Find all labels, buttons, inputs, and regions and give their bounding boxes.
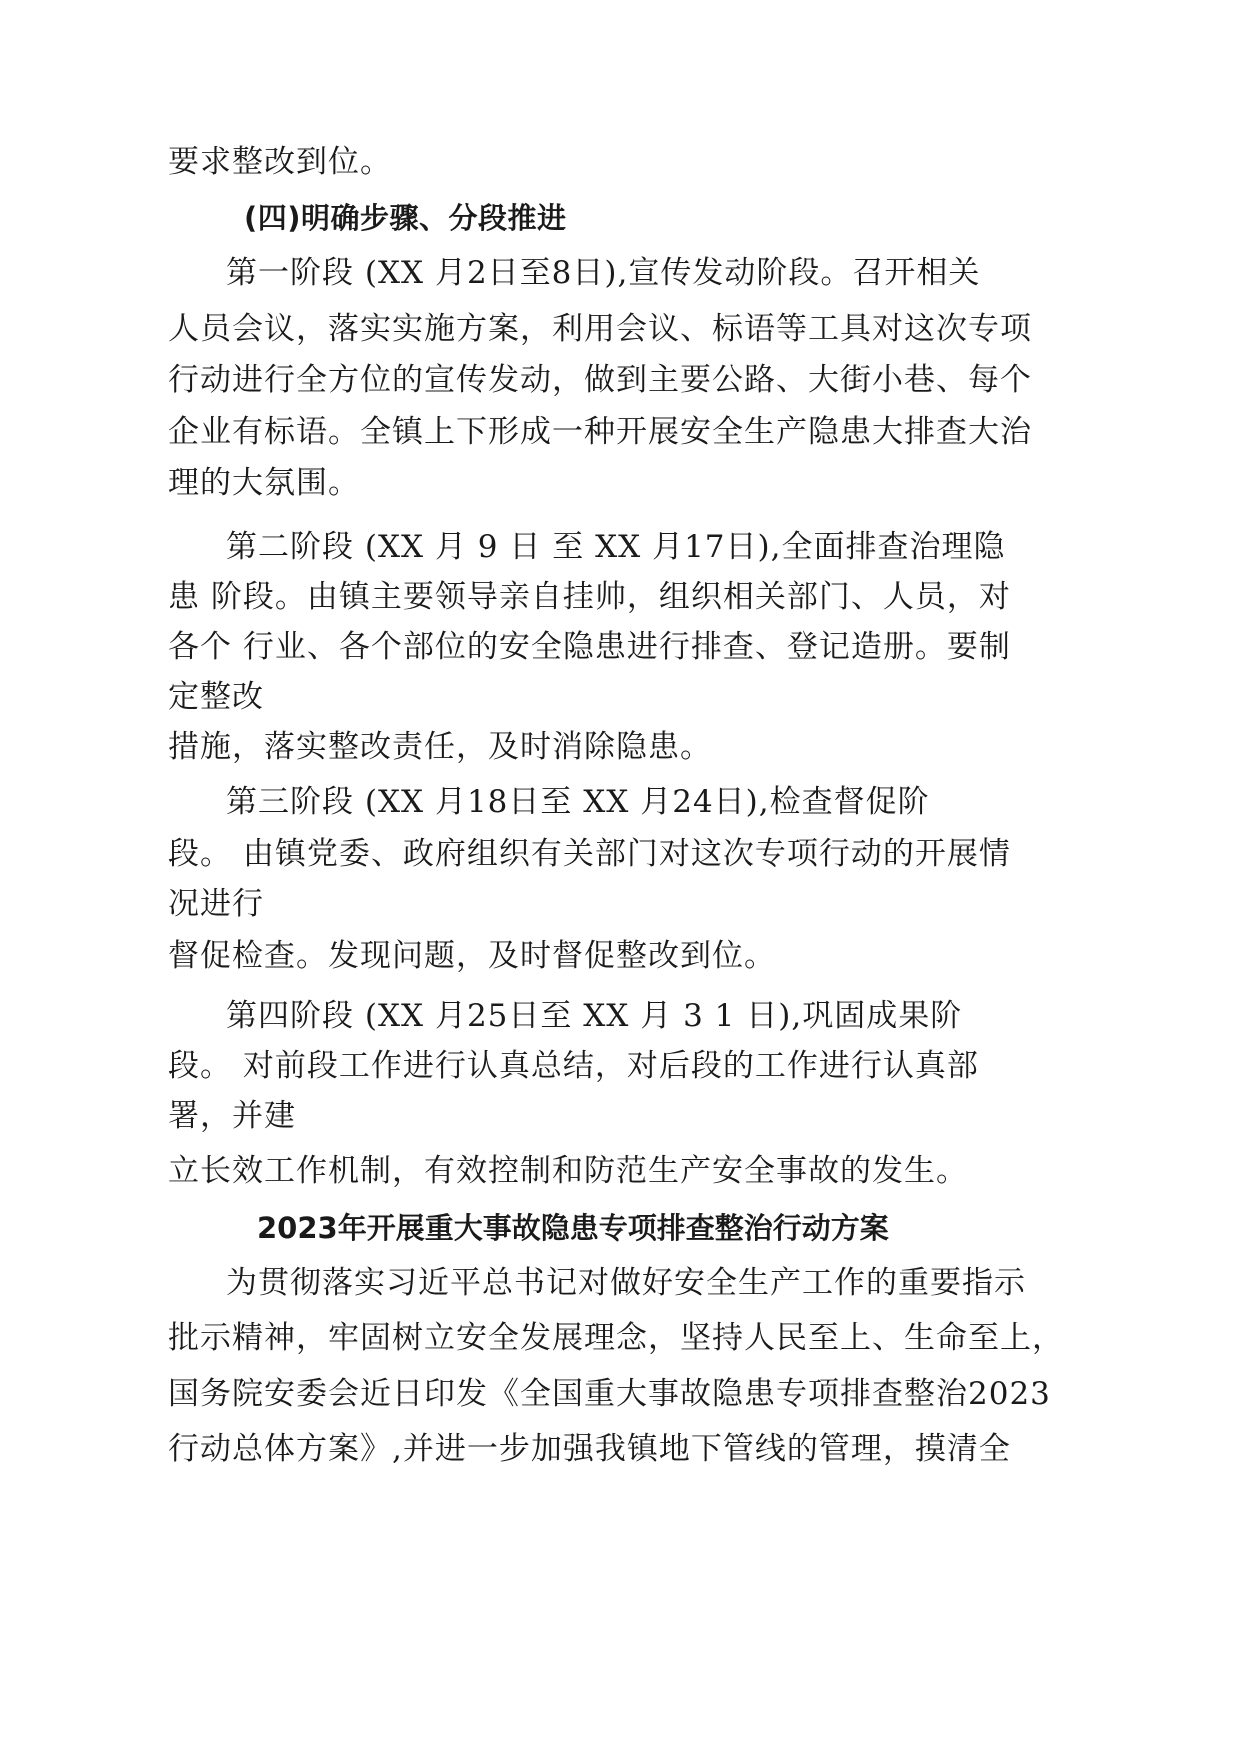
stage2-line: 措施，落实整改责任，及时消除隐患。	[168, 729, 712, 765]
plan-intro-line: 行动总体方案》,并进一步加强我镇地下管线的管理，摸清全	[168, 1431, 1011, 1467]
stage2-line: 各个 行业、各个部位的安全隐患进行排查、登记造册。要制	[168, 629, 1011, 665]
stage1-line: 行动进行全方位的宣传发动，做到主要公路、大街小巷、每个	[168, 362, 1032, 398]
plan-title: 2023年开展重大事故隐患专项排查整治行动方案	[257, 1211, 889, 1245]
stage4-line: 署，并建	[168, 1098, 296, 1134]
plan-intro-line: 为贯彻落实习近平总书记对做好安全生产工作的重要指示	[226, 1265, 1026, 1301]
stage2-line: 患 阶段。由镇主要领导亲自挂帅，组织相关部门、人员，对	[168, 579, 1011, 615]
stage2-line: 定整改	[168, 679, 264, 715]
stage1-line: 人员会议，落实实施方案，利用会议、标语等工具对这次专项	[168, 311, 1032, 347]
paragraph-line: 要求整改到位。	[168, 144, 392, 180]
stage4-line: 立长效工作机制，有效控制和防范生产安全事故的发生。	[168, 1153, 968, 1189]
stage1-line: 第一阶段 (XX 月2日至8日),宣传发动阶段。召开相关	[226, 255, 981, 291]
stage3-line: 督促检查。发现问题，及时督促整改到位。	[168, 938, 776, 974]
plan-intro-line: 国务院安委会近日印发《全国重大事故隐患专项排查整治2023	[168, 1376, 1051, 1412]
stage1-line: 企业有标语。全镇上下形成一种开展安全生产隐患大排查大治	[168, 414, 1032, 450]
stage3-line: 段。 由镇党委、政府组织有关部门对这次专项行动的开展情	[168, 836, 1011, 872]
stage3-line: 第三阶段 (XX 月18日至 XX 月24日),检查督促阶	[226, 784, 930, 820]
stage2-line: 第二阶段 (XX 月 9 日 至 XX 月17日),全面排查治理隐	[226, 529, 1006, 565]
stage4-line: 段。 对前段工作进行认真总结，对后段的工作进行认真部	[168, 1048, 979, 1084]
stage4-line: 第四阶段 (XX 月25日至 XX 月 3 1 日),巩固成果阶	[226, 998, 963, 1034]
stage3-line: 况进行	[168, 886, 264, 922]
stage1-line: 理的大氛围。	[168, 465, 360, 501]
section-heading: (四)明确步骤、分段推进	[244, 201, 567, 235]
plan-intro-line: 批示精神，牢固树立安全发展理念，坚持人民至上、生命至上，	[168, 1320, 1064, 1356]
